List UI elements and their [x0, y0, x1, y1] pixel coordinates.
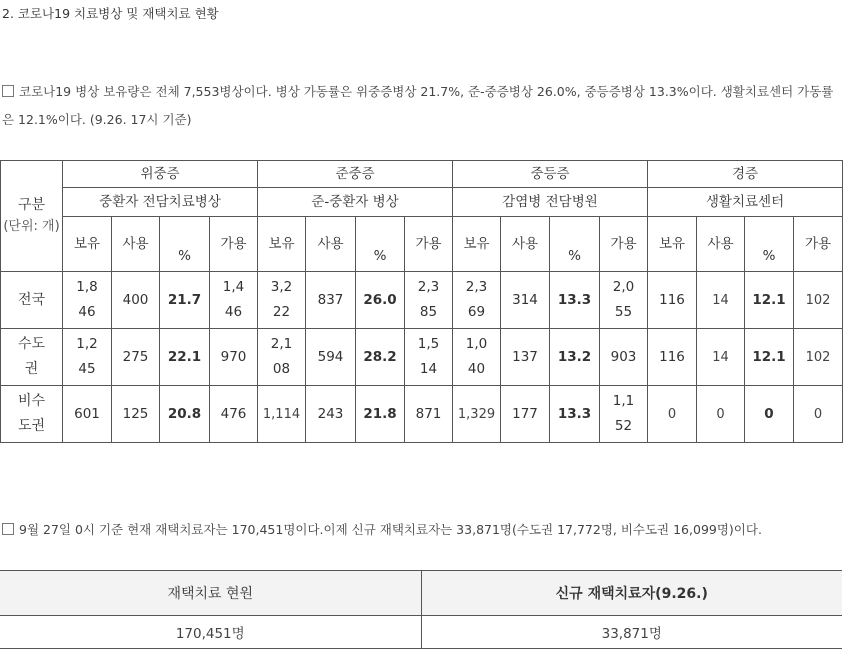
home-care-current-value: 170,451명 [0, 616, 421, 649]
table-cell [648, 272, 697, 329]
table-cell [160, 329, 210, 386]
column-header-pct-label: % [762, 247, 776, 264]
table-cell [453, 272, 501, 329]
bed-summary-text: 코로나19 병상 보유량은 전체 7,553병상이다. 병상 가동률은 위중증병상 21.7%, 준-중증병상 26.0%, 중등증병상 13.3%이다. 생활치료센터 가동률은 12.1%이다. (9.26. 17시 기준) [2, 84, 834, 127]
table-cell [210, 272, 258, 329]
table-cell-value: 13.3 [557, 405, 592, 422]
corner-header [1, 161, 63, 272]
table-cell-value: 1,329 [457, 406, 496, 422]
row-header-region-label: 전국 [17, 291, 46, 308]
table-cell [501, 272, 550, 329]
table-row [1, 329, 843, 386]
home-care-new-value: 33,871명 [421, 616, 842, 649]
table-cell-value: 1,152 [612, 393, 635, 434]
table-cell [600, 386, 648, 443]
table-cell-value: 871 [415, 405, 442, 422]
table-cell [356, 386, 405, 443]
column-header-own: 보유 [63, 217, 112, 272]
table-row [1, 386, 843, 443]
table-cell-value: 1,114 [262, 406, 301, 422]
table-cell-value: 275 [122, 348, 149, 365]
table-cell [405, 386, 453, 443]
table-cell [405, 272, 453, 329]
table-cell [405, 329, 453, 386]
table-cell [697, 386, 745, 443]
table-cell-value: 22.1 [167, 348, 202, 365]
column-header-own: 보유 [648, 217, 697, 272]
table-cell-value: 13.3 [557, 291, 592, 308]
table-cell [306, 329, 356, 386]
table-cell-value: 125 [122, 405, 149, 422]
table-cell-value: 1,245 [76, 336, 98, 377]
home-care-paragraph [2, 516, 842, 544]
table-cell [160, 386, 210, 443]
table-cell-value: 2,369 [465, 279, 488, 320]
table-cell-value: 0 [813, 406, 823, 422]
corner-title: 구분 [17, 197, 46, 213]
group-header-critical: 위중증 [63, 161, 258, 188]
table-cell-value: 137 [512, 348, 538, 365]
row-header-region [1, 329, 63, 386]
column-header-pct [550, 217, 600, 272]
table-cell [600, 272, 648, 329]
table-cell [745, 329, 794, 386]
table-cell [794, 329, 843, 386]
home-care-table [0, 570, 842, 649]
table-cell-value: 2,108 [270, 336, 293, 377]
column-header-own: 보유 [453, 217, 501, 272]
column-header-avail: 가용 [600, 217, 648, 272]
column-header-pct-label: % [568, 247, 581, 264]
table-cell-value: 12.1 [752, 291, 786, 308]
group-header-moderate: 중등증 [453, 161, 648, 188]
table-cell [356, 329, 405, 386]
table-cell [794, 386, 843, 443]
column-header-pct-label: % [178, 247, 191, 264]
subgroup-header-critical: 중환자 전담치료병상 [63, 188, 258, 217]
table-cell [794, 272, 843, 329]
table-cell-value: 21.8 [363, 405, 397, 422]
home-care-current-header: 재택치료 현원 [0, 571, 421, 616]
column-header-pct [745, 217, 794, 272]
table-cell-value: 1,446 [222, 279, 245, 320]
corner-unit: (단위: 개) [3, 219, 60, 234]
table-cell-value: 400 [122, 291, 149, 308]
table-cell-value: 601 [74, 405, 100, 422]
table-cell [697, 329, 745, 386]
table-cell [453, 386, 501, 443]
table-cell [600, 329, 648, 386]
bed-status-table [0, 160, 843, 443]
table-cell-value: 1,040 [465, 336, 488, 377]
table-cell [745, 386, 794, 443]
row-header-region-label: 수도권 [17, 336, 46, 377]
column-header-use: 사용 [112, 217, 160, 272]
table-cell [112, 329, 160, 386]
column-header-use: 사용 [306, 217, 356, 272]
table-cell [648, 386, 697, 443]
table-cell-value: 2,385 [417, 279, 440, 320]
table-cell-value: 903 [610, 348, 637, 365]
table-cell-value: 116 [659, 348, 685, 365]
table-cell-value: 20.8 [167, 405, 202, 422]
subgroup-header-mild: 생활치료센터 [648, 188, 843, 217]
group-header-semi-critical: 준중증 [258, 161, 453, 188]
group-header-mild: 경증 [648, 161, 843, 188]
table-cell-value: 1,514 [417, 336, 440, 377]
table-cell-value: 12.1 [752, 348, 786, 365]
home-care-new-header: 신규 재택치료자(9.26.) [421, 571, 842, 616]
table-cell-value: 314 [512, 291, 538, 308]
table-cell [550, 272, 600, 329]
table-cell [210, 386, 258, 443]
checkbox-square-icon [2, 85, 14, 97]
checkbox-square-icon [2, 523, 14, 535]
table-row [1, 272, 843, 329]
table-cell-value: 116 [659, 291, 685, 308]
table-cell [63, 386, 112, 443]
column-header-avail: 가용 [405, 217, 453, 272]
table-cell-value: 102 [805, 349, 831, 365]
column-header-use: 사용 [501, 217, 550, 272]
table-cell-value: 476 [220, 405, 247, 422]
row-header-region [1, 272, 63, 329]
table-cell-value: 1,846 [76, 279, 98, 320]
table-cell [258, 272, 306, 329]
column-header-avail: 가용 [210, 217, 258, 272]
home-care-text: 9월 27일 0시 기준 현재 재택치료자는 170,451명이다.이제 신규 재택치료자는 33,871명(수도권 17,772명, 비수도권 16,099명)이다. [19, 522, 762, 537]
table-cell-value: 21.7 [167, 291, 202, 308]
table-cell [501, 386, 550, 443]
table-cell [306, 386, 356, 443]
table-cell-value: 970 [220, 348, 247, 365]
table-cell [112, 386, 160, 443]
table-cell-value: 0 [764, 405, 774, 422]
subgroup-header-moderate: 감염병 전담병원 [453, 188, 648, 217]
table-cell-value: 0 [716, 406, 725, 422]
column-header-own: 보유 [258, 217, 306, 272]
table-cell [550, 329, 600, 386]
table-cell [501, 329, 550, 386]
table-cell-value: 14 [712, 349, 729, 365]
table-cell [648, 329, 697, 386]
table-cell-value: 243 [317, 405, 344, 422]
table-cell [453, 329, 501, 386]
table-cell-value: 0 [667, 406, 677, 422]
table-cell [63, 272, 112, 329]
table-cell [112, 272, 160, 329]
table-cell-value: 837 [317, 291, 344, 308]
table-cell [258, 386, 306, 443]
table-cell-value: 102 [805, 292, 831, 308]
table-cell-value: 177 [512, 405, 538, 422]
table-cell [550, 386, 600, 443]
table-cell-value: 2,055 [612, 279, 635, 320]
column-header-pct [160, 217, 210, 272]
subgroup-header-semi-critical: 준-중환자 병상 [258, 188, 453, 217]
column-header-pct [356, 217, 405, 272]
column-header-avail: 가용 [794, 217, 843, 272]
table-cell-value: 3,222 [270, 279, 293, 320]
bed-summary-paragraph [2, 78, 842, 134]
table-cell [745, 272, 794, 329]
table-cell [306, 272, 356, 329]
table-cell [210, 329, 258, 386]
table-cell-value: 594 [317, 348, 344, 365]
row-header-region-label: 비수도권 [17, 393, 46, 434]
section-title: 2. 코로나19 치료병상 및 재택치료 현황 [2, 6, 219, 21]
table-cell [160, 272, 210, 329]
row-header-region [1, 386, 63, 443]
table-cell [258, 329, 306, 386]
column-header-use: 사용 [697, 217, 745, 272]
table-cell-value: 14 [712, 292, 729, 308]
table-cell-value: 13.2 [557, 348, 592, 365]
table-cell-value: 28.2 [363, 348, 397, 365]
table-cell-value: 26.0 [363, 291, 397, 308]
column-header-pct-label: % [373, 247, 387, 264]
table-cell [697, 272, 745, 329]
table-cell [63, 329, 112, 386]
table-cell [356, 272, 405, 329]
